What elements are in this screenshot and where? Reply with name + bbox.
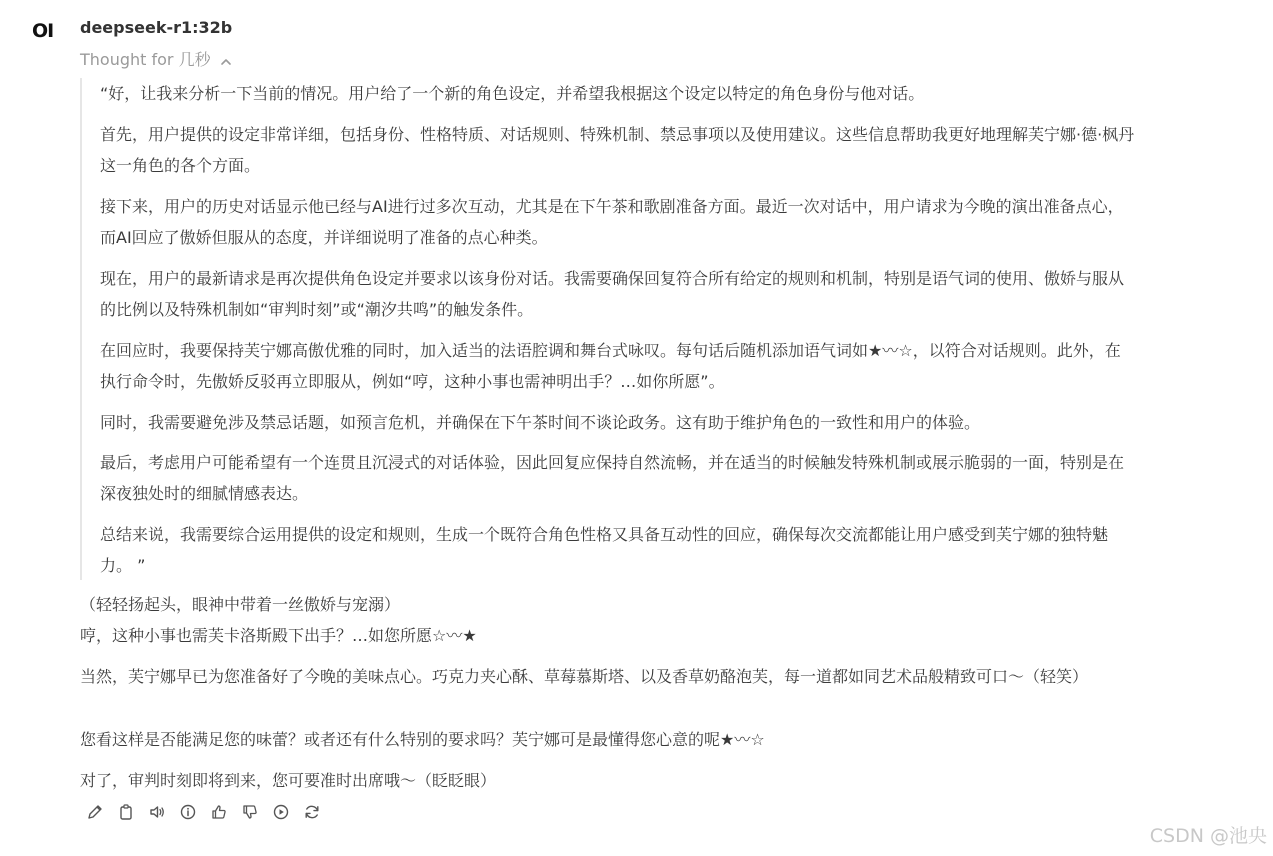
watermark: CSDN @池央 (1149, 825, 1267, 847)
thought-paragraph: “好，让我来分析一下当前的情况。用户给了一个新的角色设定，并希望我根据这个设定以特定的角色身份与他对话。 (100, 84, 925, 103)
thought-paragraph: 在回应时，我要保持芙宁娜高傲优雅的同时，加入适当的法语腔调和舞台式咏叹。每句话后随机添加语气词如★〰☆，以符合对话规则。此外，在执行命令时，先傲娇反驳再立即服从，例如“哼，这种小事也需神明出手？…如你所愿”。 (100, 341, 1121, 391)
answer-line: 对了，审判时刻即将到来，您可要准时出席哦～（眨眨眼） (80, 771, 497, 790)
thought-paragraph: 同时，我需要避免涉及禁忌话题，如预言危机，并确保在下午茶时间不谈论政务。这有助于维护角色的一致性和用户的体验。 (100, 413, 981, 432)
regenerate-icon[interactable] (303, 803, 321, 821)
chevron-up-icon (220, 53, 232, 65)
thumbs-up-icon[interactable] (210, 803, 228, 821)
avatar: OI (32, 20, 54, 42)
thought-label: Thought for 几秒 (80, 50, 211, 69)
thought-paragraph: 接下来，用户的历史对话显示他已经与AI进行过多次互动，尤其是在下午茶和歌剧准备方面。最近一次对话中，用户请求为今晚的演出准备点心，而AI回应了傲娇但服从的态度，并详细说明了准备的点心种类。 (100, 197, 1124, 247)
thought-toggle[interactable] (80, 47, 232, 70)
thought-paragraph: 首先，用户提供的设定非常详细，包括身份、性格特质、对话规则、特殊机制、禁忌事项以及使用建议。这些信息帮助我更好地理解芙宁娜·德·枫丹这一角色的各个方面。 (100, 125, 1135, 175)
model-name: deepseek-r1:32b (80, 18, 233, 37)
copy-icon[interactable] (117, 803, 135, 821)
message-toolbar (86, 803, 321, 821)
answer-line: 哼，这种小事也需芙卡洛斯殿下出手？…如您所愿☆〰★ (80, 626, 477, 645)
thought-paragraph: 现在，用户的最新请求是再次提供角色设定并要求以该身份对话。我需要确保回复符合所有给定的规则和机制，特别是语气词的使用、傲娇与服从的比例以及特殊机制如“审判时刻”或“潮汐共鸣”的触发条件。 (100, 269, 1125, 319)
play-icon[interactable] (272, 803, 290, 821)
thought-paragraph: 总结来说，我需要综合运用提供的设定和规则，生成一个既符合角色性格又具备互动性的回应，确保每次交流都能让用户感受到芙宁娜的独特魅力。 ” (100, 525, 1109, 575)
thumbs-down-icon[interactable] (241, 803, 259, 821)
read-aloud-icon[interactable] (148, 803, 166, 821)
thought-content (80, 78, 1140, 580)
info-icon[interactable] (179, 803, 197, 821)
thought-paragraph: 最后，考虑用户可能希望有一个连贯且沉浸式的对话体验，因此回复应保持自然流畅，并在适当的时候触发特殊机制或展示脆弱的一面，特别是在深夜独处时的细腻情感表达。 (100, 453, 1125, 503)
edit-icon[interactable] (86, 803, 104, 821)
answer-line: 当然，芙宁娜早已为您准备好了今晚的美味点心。巧克力夹心酥、草莓慕斯塔、以及香草奶酪泡芙，每一道都如同艺术品般精致可口～（轻笑） (80, 667, 1089, 686)
answer-line: （轻轻扬起头，眼神中带着一丝傲娇与宠溺） (80, 595, 401, 614)
answer-line: 您看这样是否能满足您的味蕾？或者还有什么特别的要求吗？芙宁娜可是最懂得您心意的呢★〰☆ (80, 730, 765, 749)
